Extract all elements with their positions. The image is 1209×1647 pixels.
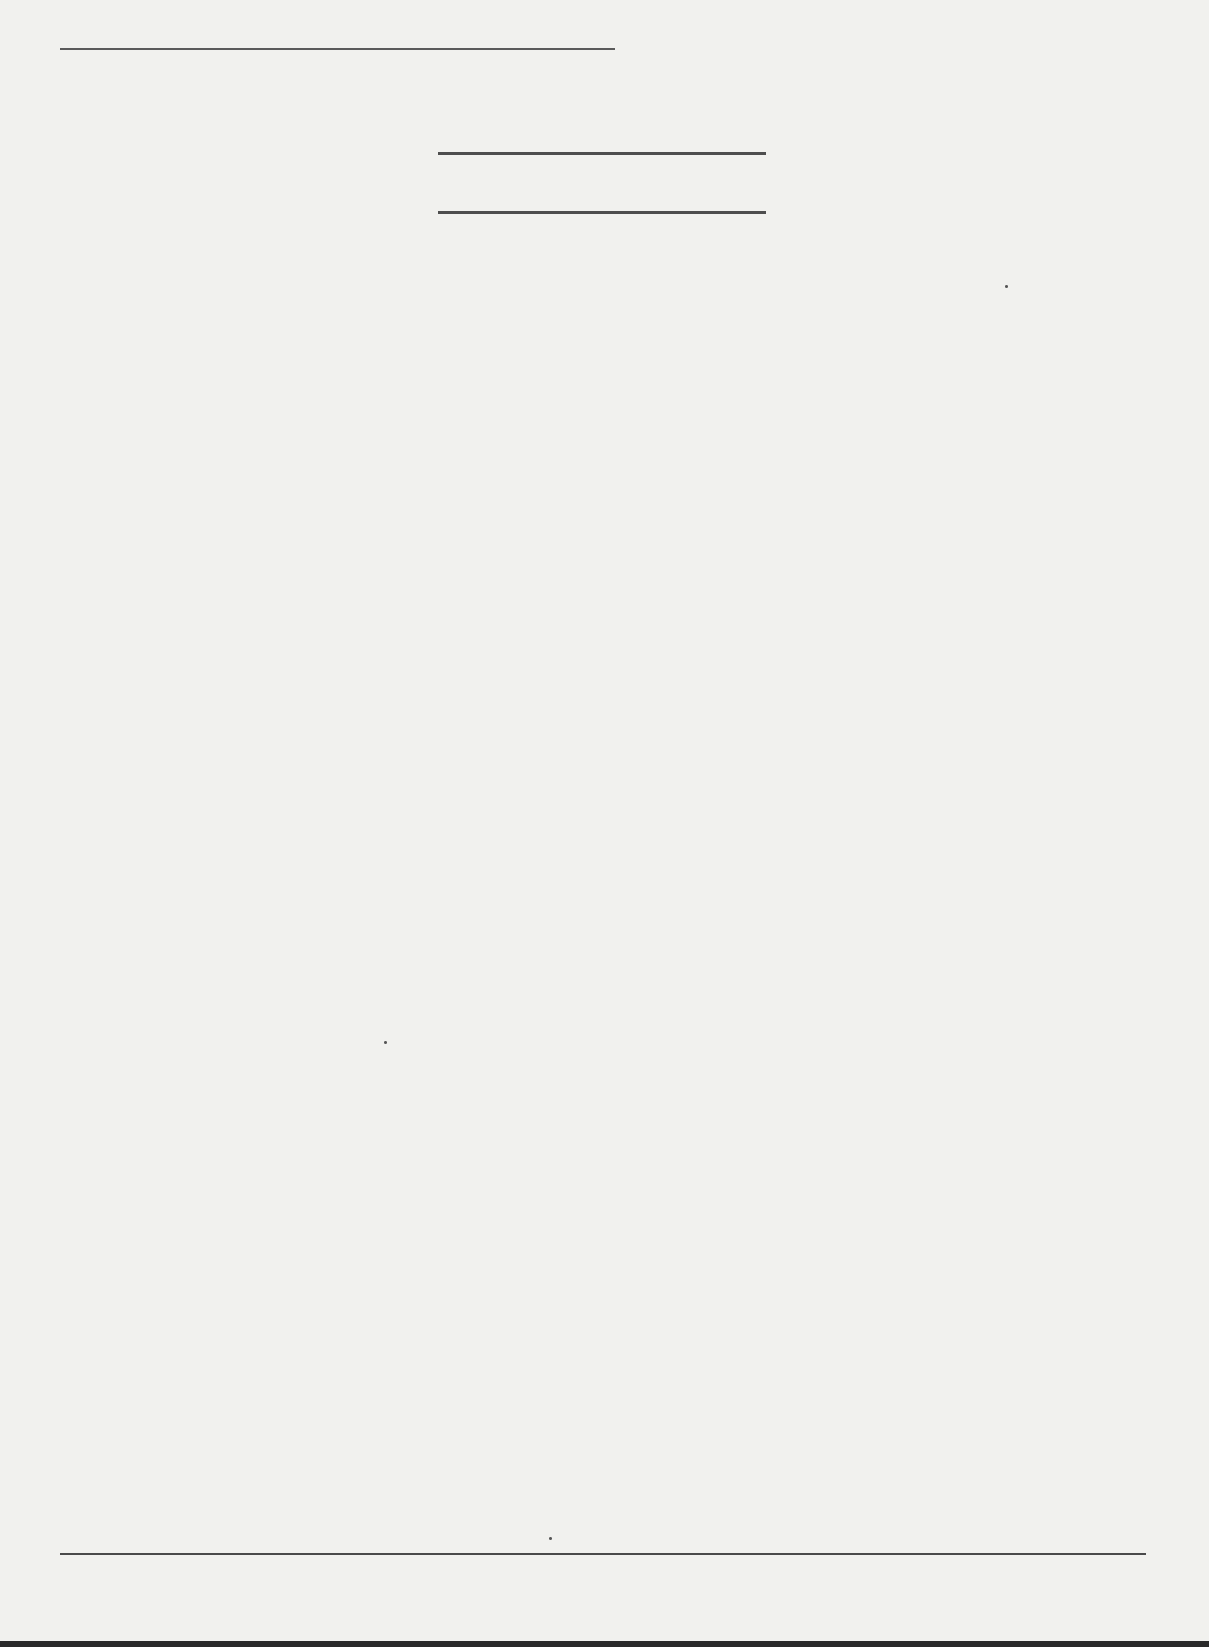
scan-mark	[1005, 285, 1008, 288]
scan-mark	[384, 1041, 387, 1044]
column-2	[438, 130, 766, 240]
column-3	[820, 130, 1140, 148]
footer-rule	[60, 1553, 1146, 1555]
header-rule	[60, 48, 615, 50]
column-1	[63, 130, 381, 148]
scan-edge	[0, 1641, 1209, 1647]
scan-mark	[549, 1537, 552, 1540]
pull-quote	[438, 152, 766, 214]
